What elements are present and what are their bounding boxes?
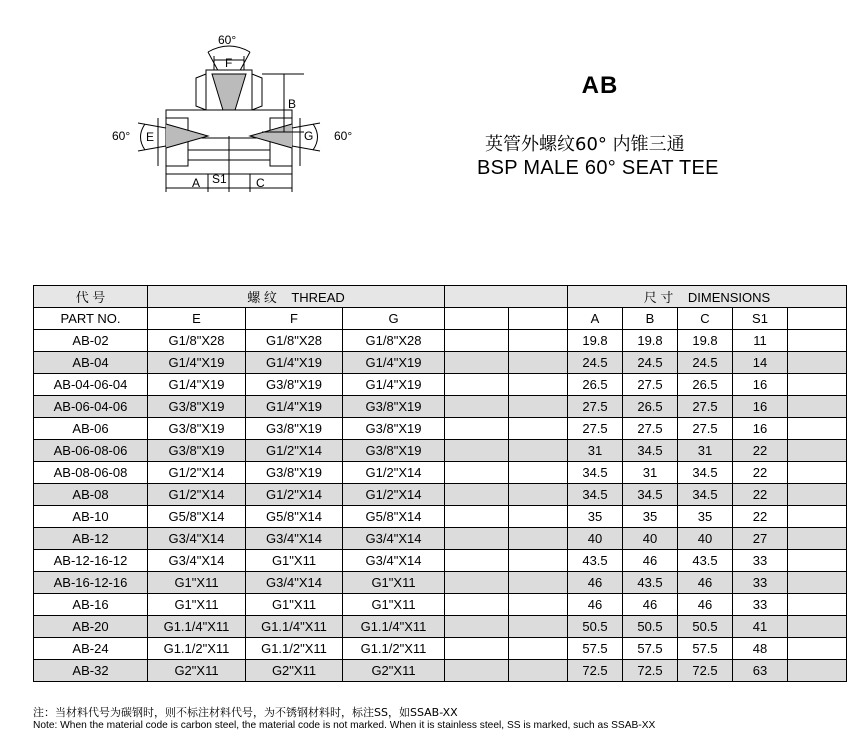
- dimensions-header: [568, 286, 847, 308]
- col-blank-2: [509, 308, 568, 330]
- cell-e: G3/4"X14: [148, 528, 246, 550]
- cell-a: 46: [568, 594, 623, 616]
- cell-f: G1"X11: [246, 594, 343, 616]
- cell-s1: 27: [733, 528, 788, 550]
- cell-b: 31: [623, 462, 678, 484]
- cell-s1: 48: [733, 638, 788, 660]
- cell-blank: [788, 594, 847, 616]
- col-F: F: [246, 308, 343, 330]
- cell-g: G2"X11: [343, 660, 445, 682]
- cell-part: AB-10: [34, 506, 148, 528]
- cell-f: G1/2"X14: [246, 440, 343, 462]
- cell-f: G1.1/4"X11: [246, 616, 343, 638]
- cell-part: AB-04-06-04: [34, 374, 148, 396]
- cell-g: G1/2"X14: [343, 484, 445, 506]
- cell-blank: [445, 528, 509, 550]
- col-A: A: [568, 308, 623, 330]
- table-row: [34, 484, 847, 506]
- cell-a: 34.5: [568, 462, 623, 484]
- cell-part: AB-06-04-06: [34, 396, 148, 418]
- cell-g: G1/4"X19: [343, 374, 445, 396]
- cell-c: 27.5: [678, 418, 733, 440]
- cell-b: 27.5: [623, 374, 678, 396]
- cell-blank: [445, 660, 509, 682]
- cell-a: 34.5: [568, 484, 623, 506]
- part-no-header-cn: 代 号: [75, 290, 106, 305]
- cell-blank: [509, 418, 568, 440]
- cell-blank: [445, 572, 509, 594]
- cell-blank: [788, 528, 847, 550]
- cell-f: G2"X11: [246, 660, 343, 682]
- cell-c: 19.8: [678, 330, 733, 352]
- cell-c: 57.5: [678, 638, 733, 660]
- cell-e: G3/8"X19: [148, 440, 246, 462]
- header-row-1: [34, 286, 847, 308]
- cell-a: 26.5: [568, 374, 623, 396]
- cell-b: 27.5: [623, 418, 678, 440]
- col-B: B: [623, 308, 678, 330]
- table-row: [34, 396, 847, 418]
- part-no-header: [34, 286, 148, 308]
- cell-s1: 16: [733, 374, 788, 396]
- cell-b: 72.5: [623, 660, 678, 682]
- cell-g: G3/8"X19: [343, 440, 445, 462]
- cell-a: 19.8: [568, 330, 623, 352]
- cell-blank: [788, 572, 847, 594]
- cell-c: 46: [678, 594, 733, 616]
- note-chinese: 注：当材料代号为碳钢时，则不标注材料代号，为不锈钢材料时，标注SS，如SSAB-XX: [33, 706, 458, 719]
- cell-a: 57.5: [568, 638, 623, 660]
- cell-a: 46: [568, 572, 623, 594]
- cell-a: 24.5: [568, 352, 623, 374]
- cell-blank: [445, 506, 509, 528]
- cell-s1: 22: [733, 506, 788, 528]
- col-G: G: [343, 308, 445, 330]
- cell-s1: 41: [733, 616, 788, 638]
- cell-e: G3/4"X14: [148, 550, 246, 572]
- table-row: [34, 550, 847, 572]
- cell-b: 26.5: [623, 396, 678, 418]
- table-row: [34, 638, 847, 660]
- cell-e: G5/8"X14: [148, 506, 246, 528]
- cell-s1: 22: [733, 484, 788, 506]
- cell-f: G3/4"X14: [246, 572, 343, 594]
- cell-blank: [445, 550, 509, 572]
- cell-s1: 22: [733, 462, 788, 484]
- note-english: Note: When the material code is carbon steel, the material code is not marked. When it is stainless steel, SS is marked, such as SSAB-XX: [33, 720, 656, 731]
- cell-b: 35: [623, 506, 678, 528]
- cell-f: G3/8"X19: [246, 374, 343, 396]
- cell-s1: 33: [733, 594, 788, 616]
- cell-blank: [788, 506, 847, 528]
- cell-e: G1/8"X28: [148, 330, 246, 352]
- blank-header: [445, 286, 568, 308]
- cell-s1: 11: [733, 330, 788, 352]
- cell-blank: [788, 396, 847, 418]
- cell-blank: [509, 330, 568, 352]
- dimensions-header-en: DIMENSIONS: [687, 290, 771, 305]
- cell-blank: [445, 352, 509, 374]
- cell-part: AB-06: [34, 418, 148, 440]
- table-row: [34, 418, 847, 440]
- cell-c: 31: [678, 440, 733, 462]
- table-row: [34, 352, 847, 374]
- cell-blank: [788, 660, 847, 682]
- cell-e: G1/4"X19: [148, 352, 246, 374]
- cell-e: G1/2"X14: [148, 484, 246, 506]
- cell-blank: [509, 462, 568, 484]
- cell-g: G1/8"X28: [343, 330, 445, 352]
- cell-a: 72.5: [568, 660, 623, 682]
- header-row-2: [34, 308, 847, 330]
- cell-blank: [509, 594, 568, 616]
- angle-top-label: 60°: [218, 33, 237, 47]
- table-row: [34, 374, 847, 396]
- cell-s1: 16: [733, 418, 788, 440]
- cell-blank: [509, 528, 568, 550]
- thread-header-en: THREAD: [291, 290, 345, 305]
- cell-blank: [509, 572, 568, 594]
- cell-e: G3/8"X19: [148, 396, 246, 418]
- cell-g: G5/8"X14: [343, 506, 445, 528]
- cell-part: AB-16: [34, 594, 148, 616]
- cell-s1: 33: [733, 572, 788, 594]
- cell-e: G1"X11: [148, 594, 246, 616]
- cell-s1: 14: [733, 352, 788, 374]
- cell-c: 43.5: [678, 550, 733, 572]
- table-row: [34, 506, 847, 528]
- label-E: E: [146, 130, 155, 144]
- cell-blank: [509, 440, 568, 462]
- cell-a: 35: [568, 506, 623, 528]
- cell-c: 72.5: [678, 660, 733, 682]
- cell-blank: [445, 330, 509, 352]
- label-A: A: [192, 176, 201, 190]
- cell-f: G5/8"X14: [246, 506, 343, 528]
- cell-b: 34.5: [623, 440, 678, 462]
- table-row: [34, 462, 847, 484]
- cell-blank: [788, 330, 847, 352]
- cell-g: G1"X11: [343, 594, 445, 616]
- cell-f: G1/8"X28: [246, 330, 343, 352]
- model-code: AB: [581, 72, 619, 99]
- cell-part: AB-20: [34, 616, 148, 638]
- cell-blank: [445, 484, 509, 506]
- label-G: G: [304, 129, 314, 143]
- cell-part: AB-06-08-06: [34, 440, 148, 462]
- cell-part: AB-16-12-16: [34, 572, 148, 594]
- cell-s1: 16: [733, 396, 788, 418]
- cell-blank: [445, 462, 509, 484]
- cell-b: 43.5: [623, 572, 678, 594]
- cell-g: G3/4"X14: [343, 528, 445, 550]
- cell-a: 27.5: [568, 418, 623, 440]
- cell-e: G1/2"X14: [148, 462, 246, 484]
- cell-c: 46: [678, 572, 733, 594]
- cell-a: 43.5: [568, 550, 623, 572]
- cell-part: AB-08: [34, 484, 148, 506]
- cell-b: 34.5: [623, 484, 678, 506]
- cell-c: 50.5: [678, 616, 733, 638]
- cell-blank: [445, 440, 509, 462]
- cell-part: AB-24: [34, 638, 148, 660]
- cell-a: 50.5: [568, 616, 623, 638]
- cell-e: G1.1/2"X11: [148, 638, 246, 660]
- col-E: E: [148, 308, 246, 330]
- cell-part: AB-04: [34, 352, 148, 374]
- table-row: [34, 572, 847, 594]
- cell-blank: [509, 374, 568, 396]
- cell-blank: [788, 638, 847, 660]
- cell-f: G3/8"X19: [246, 418, 343, 440]
- cell-g: G1.1/2"X11: [343, 638, 445, 660]
- cell-g: G3/4"X14: [343, 550, 445, 572]
- table-row: [34, 440, 847, 462]
- cell-blank: [788, 440, 847, 462]
- label-F: F: [225, 56, 233, 70]
- cell-part: AB-32: [34, 660, 148, 682]
- cell-blank: [445, 418, 509, 440]
- cell-a: 31: [568, 440, 623, 462]
- cell-blank: [788, 418, 847, 440]
- cell-part: AB-02: [34, 330, 148, 352]
- cell-e: G1"X11: [148, 572, 246, 594]
- cell-blank: [509, 638, 568, 660]
- cell-g: G1"X11: [343, 572, 445, 594]
- cell-s1: 33: [733, 550, 788, 572]
- table-row: [34, 330, 847, 352]
- col-C: C: [678, 308, 733, 330]
- cell-c: 26.5: [678, 374, 733, 396]
- cell-blank: [509, 396, 568, 418]
- cell-f: G1"X11: [246, 550, 343, 572]
- col-S1: S1: [733, 308, 788, 330]
- cell-c: 34.5: [678, 484, 733, 506]
- cell-blank: [788, 352, 847, 374]
- cell-f: G1/4"X19: [246, 396, 343, 418]
- cell-c: 27.5: [678, 396, 733, 418]
- cell-blank: [788, 550, 847, 572]
- cell-e: G1/4"X19: [148, 374, 246, 396]
- cell-b: 46: [623, 594, 678, 616]
- cell-b: 40: [623, 528, 678, 550]
- part-no-header-en: PART NO.: [34, 308, 148, 330]
- cell-b: 19.8: [623, 330, 678, 352]
- cell-blank: [788, 462, 847, 484]
- cell-g: G3/8"X19: [343, 396, 445, 418]
- table-row: [34, 594, 847, 616]
- cell-blank: [509, 506, 568, 528]
- cell-f: G1.1/2"X11: [246, 638, 343, 660]
- angle-right-label: 60°: [334, 129, 353, 143]
- cell-c: 35: [678, 506, 733, 528]
- angle-left-label: 60°: [112, 129, 131, 143]
- title-english: BSP MALE 60° SEAT TEE: [477, 157, 719, 179]
- tee-fitting-drawing: [0, 0, 400, 200]
- table-row: [34, 616, 847, 638]
- cell-e: G2"X11: [148, 660, 246, 682]
- cell-a: 40: [568, 528, 623, 550]
- cell-g: G1/2"X14: [343, 462, 445, 484]
- title-chinese: 英管外螺纹60° 内锥三通: [485, 134, 685, 155]
- cell-blank: [509, 550, 568, 572]
- dimensions-header-cn: 尺 寸: [643, 290, 674, 305]
- cell-blank: [788, 616, 847, 638]
- cell-blank: [788, 374, 847, 396]
- cell-g: G1/4"X19: [343, 352, 445, 374]
- cell-blank: [509, 484, 568, 506]
- col-blank-3: [788, 308, 847, 330]
- thread-header: [148, 286, 445, 308]
- cell-blank: [788, 484, 847, 506]
- cell-f: G1/2"X14: [246, 484, 343, 506]
- table-row: [34, 528, 847, 550]
- cell-s1: 63: [733, 660, 788, 682]
- cell-blank: [509, 660, 568, 682]
- cell-b: 24.5: [623, 352, 678, 374]
- label-B: B: [288, 97, 297, 111]
- table-row: [34, 660, 847, 682]
- col-blank-1: [445, 308, 509, 330]
- cell-b: 46: [623, 550, 678, 572]
- cell-f: G1/4"X19: [246, 352, 343, 374]
- cell-blank: [509, 616, 568, 638]
- cell-c: 24.5: [678, 352, 733, 374]
- cell-blank: [445, 374, 509, 396]
- cell-e: G3/8"X19: [148, 418, 246, 440]
- cell-blank: [445, 396, 509, 418]
- cell-g: G3/8"X19: [343, 418, 445, 440]
- label-C: C: [256, 176, 265, 190]
- cell-part: AB-08-06-08: [34, 462, 148, 484]
- cell-f: G3/4"X14: [246, 528, 343, 550]
- cell-part: AB-12-16-12: [34, 550, 148, 572]
- label-S1: S1: [212, 172, 227, 186]
- cell-s1: 22: [733, 440, 788, 462]
- cell-c: 40: [678, 528, 733, 550]
- spec-table: [33, 285, 847, 682]
- cell-e: G1.1/4"X11: [148, 616, 246, 638]
- cell-b: 57.5: [623, 638, 678, 660]
- cell-blank: [445, 616, 509, 638]
- cell-blank: [509, 352, 568, 374]
- cell-g: G1.1/4"X11: [343, 616, 445, 638]
- cell-f: G3/8"X19: [246, 462, 343, 484]
- cell-a: 27.5: [568, 396, 623, 418]
- thread-header-cn: 螺 纹: [247, 290, 277, 305]
- cell-blank: [445, 594, 509, 616]
- cell-part: AB-12: [34, 528, 148, 550]
- cell-c: 34.5: [678, 462, 733, 484]
- cell-b: 50.5: [623, 616, 678, 638]
- cell-blank: [445, 638, 509, 660]
